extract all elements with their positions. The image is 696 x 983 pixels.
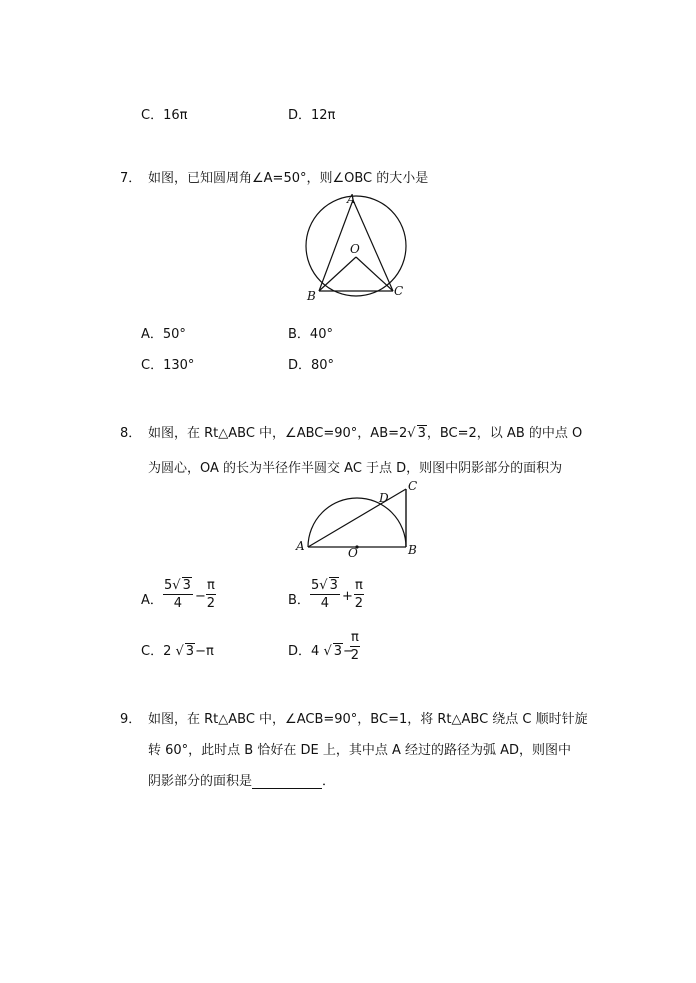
q8-label-b: B xyxy=(408,543,417,557)
q9-answer-blank[interactable] xyxy=(252,774,322,789)
q9-text-line3: 阴影部分的面积是 ． xyxy=(148,774,336,789)
q7-option-d: D．80° xyxy=(288,358,335,373)
q8-label-d: D xyxy=(379,491,389,505)
q9-text-line2: 转 60°，此时点 B 恰好在 DE 上，其中点 A 经过的路径为弧 AD，则图中 xyxy=(148,743,572,758)
q7-label-b: B xyxy=(307,289,316,303)
q8-option-d-frac: $\frac{\pi}{2}$ xyxy=(350,630,360,663)
q8-sqrt-3: √ 3 xyxy=(407,426,426,441)
q7-circle-figure xyxy=(295,190,420,308)
q6-option-c: C．16π xyxy=(141,108,188,123)
q8-text-line1 xyxy=(148,422,582,441)
q7-number: 7． xyxy=(120,171,142,186)
q7-option-a: A．50° xyxy=(141,327,186,342)
q8-label-o: O xyxy=(348,546,358,560)
q7-label-c: C xyxy=(394,284,404,298)
q8-label-a: A xyxy=(296,539,305,553)
q8-option-b-label: B． xyxy=(288,593,310,608)
q8-text-line1-b: ，BC=2，以 AB 的中点 O xyxy=(426,426,583,441)
q8-option-a-label: A． xyxy=(141,593,163,608)
q8-option-c: C．2 √ 3−π xyxy=(141,644,214,659)
q7-option-c: C．130° xyxy=(141,358,195,373)
q8-option-a-frac2: $\frac{\pi}{2}$ xyxy=(206,578,216,611)
q7-text: 如图，已知圆周角∠A=50°，则∠OBC 的大小是 xyxy=(148,171,429,186)
q9-text-line1: 如图，在 Rt△ABC 中，∠ACB=90°，BC=1，将 Rt△ABC 绕点 C 顺时针旋 xyxy=(148,712,588,727)
q8-semicircle-figure xyxy=(292,478,422,560)
q8-option-a-minus: − xyxy=(195,589,206,604)
q8-option-b-plus: + xyxy=(342,589,353,604)
q8-option-a-frac1: $\frac{5√ 3}{4}$ xyxy=(164,578,191,611)
q7-label-o: O xyxy=(350,242,360,256)
q8-label-c: C xyxy=(408,479,418,493)
q9-number: 9． xyxy=(120,712,142,727)
q8-option-d-label: D．4 √ 3− xyxy=(288,644,354,659)
q8-text-line1-a: 如图，在 Rt△ABC 中，∠ABC=90°，AB=2 xyxy=(148,426,408,441)
q8-text-line2: 为圆心，OA 的长为半径作半圆交 AC 于点 D，则图中阴影部分的面积为 xyxy=(148,461,563,476)
q8-option-b-frac2: $\frac{\pi}{2}$ xyxy=(354,578,364,611)
q8-number: 8． xyxy=(120,426,142,441)
q7-label-a: A xyxy=(347,192,356,206)
q8-option-b-frac1: $\frac{5√ 3}{4}$ xyxy=(311,578,338,611)
q7-option-b: B．40° xyxy=(288,327,333,342)
q6-option-d: D．12π xyxy=(288,108,336,123)
